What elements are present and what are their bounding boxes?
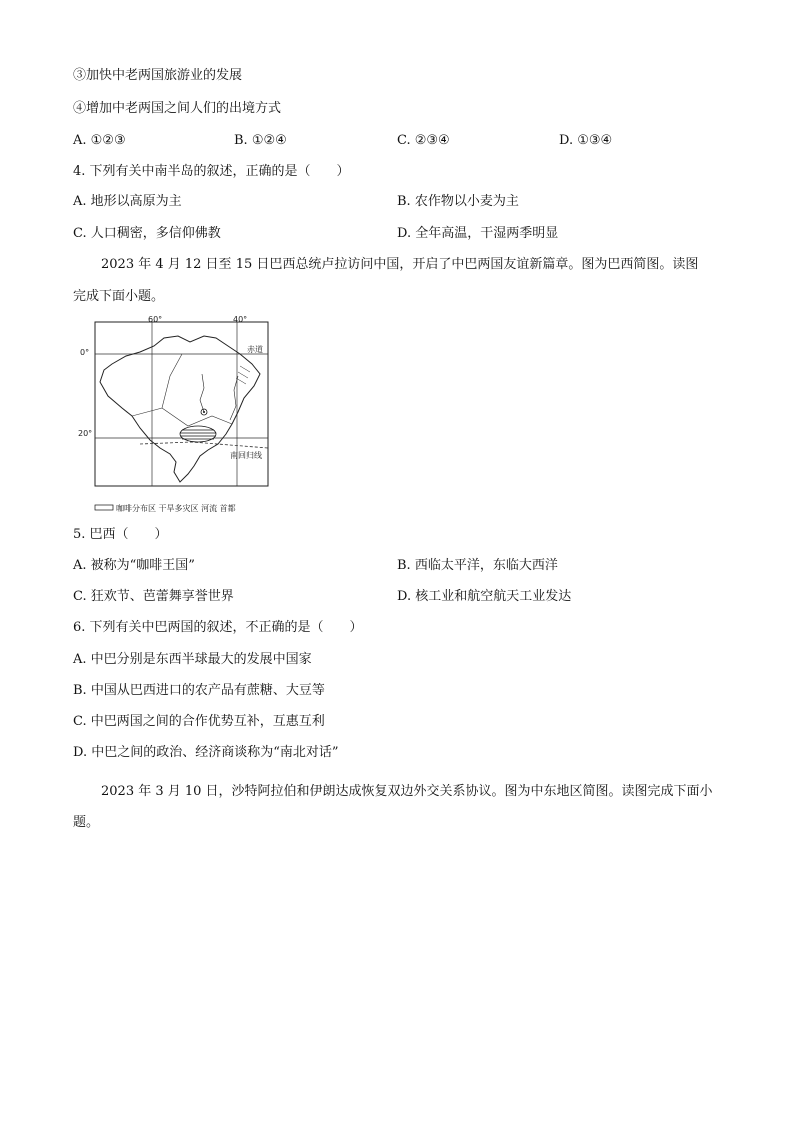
q4-option-b: B. 农作物以小麦为主 bbox=[397, 194, 519, 209]
q3-item-4: ④增加中老两国之间人们的出境方式 bbox=[73, 101, 282, 116]
q3-option-a: A. ①②③ bbox=[73, 133, 126, 148]
q5-option-d: D. 核工业和航空航天工业发达 bbox=[397, 589, 572, 604]
q4-option-d: D. 全年高温，干湿两季明显 bbox=[397, 226, 559, 241]
lon-60-label: 60° bbox=[148, 315, 163, 324]
brazil-map-svg bbox=[78, 315, 272, 516]
q3-option-b: B. ①②④ bbox=[234, 133, 287, 148]
brazil-intro-line1: 2023 年 4 月 12 日至 15 日巴西总统卢拉访问中国，开启了中巴两国友谊新篇章。图为巴西简图。读图 bbox=[101, 257, 699, 272]
capital-dot bbox=[203, 411, 205, 413]
q5-option-a: A. 被称为“咖啡王国” bbox=[73, 558, 195, 573]
q6-option-a: A. 中巴分别是东西半球最大的发展中国家 bbox=[73, 652, 312, 667]
q3-item-3: ③加快中老两国旅游业的发展 bbox=[73, 68, 243, 83]
brazil-intro-line2: 完成下面小题。 bbox=[73, 289, 165, 304]
q4-stem: 4. 下列有关中南半岛的叙述，正确的是（ ） bbox=[73, 164, 350, 179]
q6-stem: 6. 下列有关中巴两国的叙述，不正确的是（ ） bbox=[73, 620, 363, 635]
q6-option-d: D. 中巴之间的政治、经济商谈称为“南北对话” bbox=[73, 745, 339, 760]
state-boundary-1 bbox=[132, 354, 182, 416]
tropic-label: 南回归线 bbox=[230, 451, 262, 460]
q3-option-d: D. ①③④ bbox=[559, 133, 613, 148]
mideast-intro: 2023 年 3 月 10 日，沙特阿拉伯和伊朗达成恢复双边外交关系协议。图为中东地区简图。读图完成下面小题。 bbox=[73, 784, 713, 830]
q6-option-c: C. 中巴两国之间的合作优势互补，互惠互利 bbox=[73, 714, 325, 729]
river-1 bbox=[200, 374, 204, 412]
lon-40-label: 40° bbox=[233, 315, 248, 324]
drought-zone bbox=[236, 366, 250, 384]
brazil-map-figure bbox=[78, 315, 272, 516]
map-legend: 咖啡分布区 干旱多灾区 河流 首都 bbox=[116, 504, 236, 513]
q5-option-b: B. 西临太平洋，东临大西洋 bbox=[397, 558, 558, 573]
lat-20-label: 20° bbox=[78, 429, 93, 438]
q6-option-b: B. 中国从巴西进口的农产品有蔗糖、大豆等 bbox=[73, 683, 325, 698]
state-boundary-2 bbox=[162, 408, 232, 426]
coffee-zone bbox=[180, 426, 216, 442]
q3-option-c: C. ②③④ bbox=[397, 133, 450, 148]
equator-label: 赤道 bbox=[247, 345, 263, 354]
q4-option-a: A. 地形以高原为主 bbox=[73, 194, 182, 209]
q5-stem: 5. 巴西（ ） bbox=[73, 527, 168, 542]
legend-coffee-swatch bbox=[95, 505, 113, 510]
lat-0-label: 0° bbox=[80, 348, 90, 357]
q4-option-c: C. 人口稠密，多信仰佛教 bbox=[73, 226, 221, 241]
q5-option-c: C. 狂欢节、芭蕾舞享誉世界 bbox=[73, 589, 234, 604]
map-frame bbox=[95, 322, 268, 486]
